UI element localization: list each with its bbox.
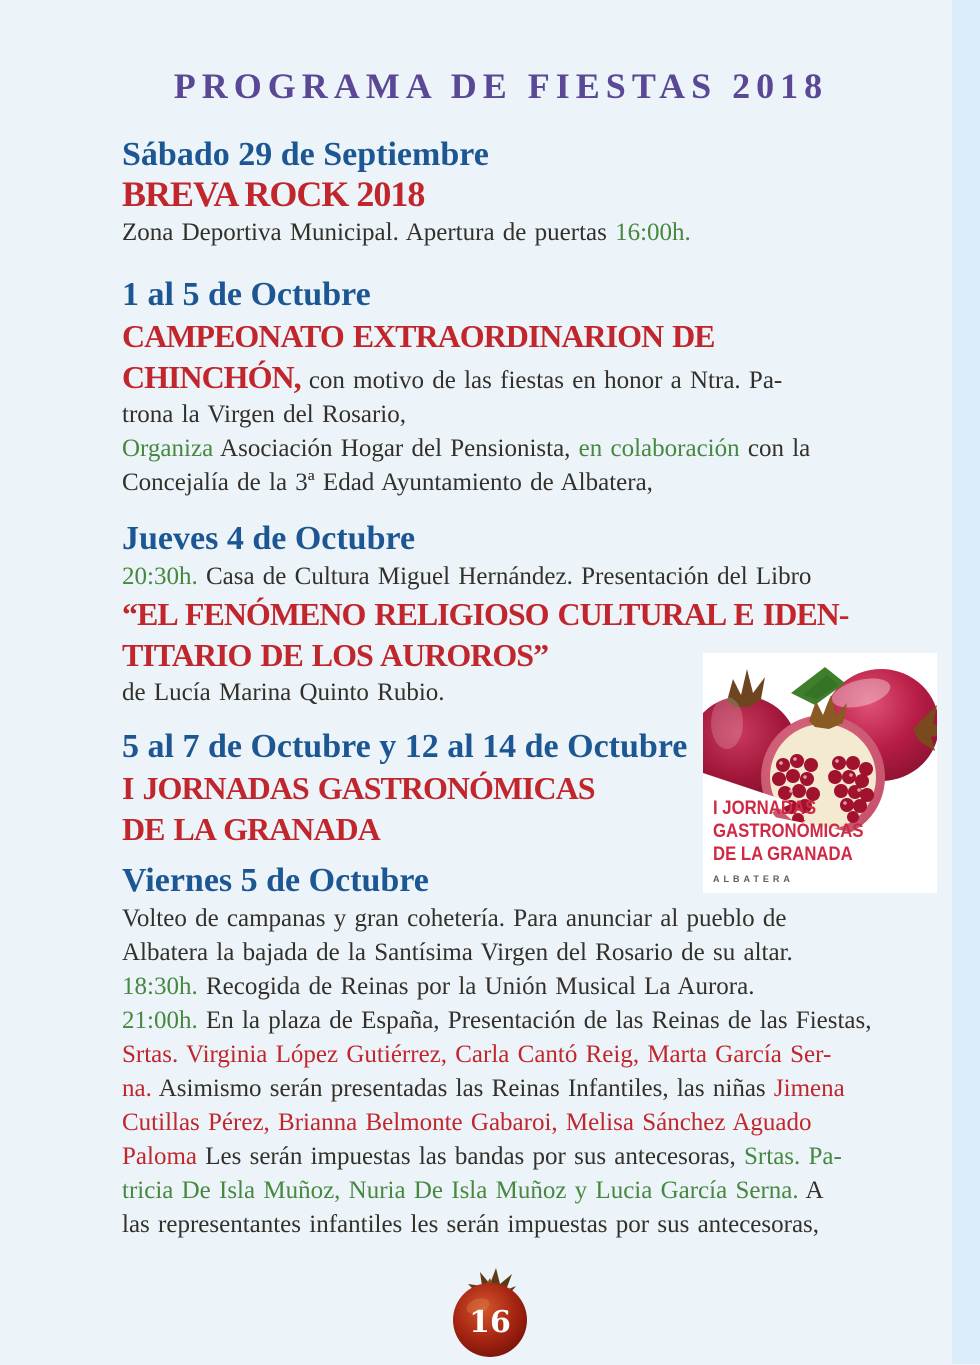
text-segment: “EL FENÓMENO RELIGIOSO CULTURAL E IDEN-	[122, 596, 849, 632]
text-segment: CAMPEONATO EXTRAORDINARION DE	[122, 318, 715, 354]
text-segment: Asociación Hogar del Pensionista,	[220, 435, 579, 462]
section-body	[122, 902, 912, 1242]
text-segment: Organiza	[122, 435, 221, 462]
text-line	[122, 1174, 912, 1208]
text-segment: trona la Virgen del Rosario,	[122, 401, 406, 428]
text-segment: Recogida de Reinas por la Unión Musical La Aurora.	[205, 973, 755, 1000]
text-segment: Les serán impuestas las bandas por sus antecesoras,	[205, 1143, 745, 1170]
text-segment: A	[805, 1177, 824, 1204]
date-heading: 5 al 7 de Octubre y 12 al 14 de Octubre	[122, 728, 688, 765]
text-segment: las representantes infantiles les serán impuestas por sus antecesoras,	[122, 1211, 820, 1238]
text-line	[122, 316, 912, 357]
poster-title-line: I JORNADAS	[713, 798, 817, 819]
text-segment: DE LA GRANADA	[122, 811, 380, 847]
text-line	[122, 1106, 912, 1140]
event-heading: BREVA ROCK 2018	[122, 174, 425, 214]
text-segment: Casa de Cultura Miguel Hernández. Presentación del Libro	[205, 563, 812, 590]
pomegranate-icon	[444, 1264, 536, 1360]
text-segment: en colaboración	[578, 435, 748, 462]
section-body	[122, 316, 912, 500]
text-segment: con la	[747, 435, 811, 462]
text-segment: I JORNADAS GASTRONÓMICAS	[122, 770, 595, 806]
text-segment: con motivo de las fiestas en honor a Ntra. Pa-	[300, 367, 783, 394]
text-line	[122, 902, 912, 936]
text-segment: Srtas. Pa-	[744, 1143, 842, 1170]
text-segment: CHINCHÓN,	[122, 359, 301, 395]
text-segment: Zona Deportiva Municipal. Apertura de puertas	[122, 219, 616, 246]
poster-subtitle: ALBATERA	[713, 874, 794, 884]
text-segment: Cutillas Pérez, Brianna Belmonte Gabaroi, Melisa Sánchez Aguado	[122, 1109, 812, 1136]
text-segment: tricia De Isla Muñoz, Nuria De Isla Muñoz y Lucia García Serna.	[122, 1177, 806, 1204]
text-segment: Concejalía de la 3ª Edad Ayuntamiento de Albatera,	[122, 469, 653, 496]
text-line	[122, 970, 912, 1004]
section-1-al-5-octubre	[122, 276, 912, 500]
poster-title-line: DE LA GRANADA	[713, 844, 853, 865]
text-line	[122, 432, 912, 466]
page-footer	[444, 1264, 536, 1360]
text-segment: Paloma	[122, 1143, 206, 1170]
text-line	[122, 466, 912, 500]
text-line	[122, 1038, 912, 1072]
text-segment: Volteo de campanas y gran cohetería. Para anunciar al pueblo de	[122, 905, 787, 932]
poster-title-line: GASTRONÓMICAS	[713, 821, 864, 842]
text-segment: 20:30h.	[122, 563, 206, 590]
text-line	[122, 1140, 912, 1174]
text-segment: Jimena	[773, 1075, 845, 1102]
text-segment: Asimismo serán presentadas las Reinas Infantiles, las niñas	[158, 1075, 774, 1102]
date-heading: Viernes 5 de Octubre	[122, 862, 429, 899]
page-edge-shade	[952, 0, 980, 1364]
date-heading: 1 al 5 de Octubre	[122, 276, 371, 313]
text-segment: TITARIO DE LOS AUROROS”	[122, 637, 549, 673]
text-segment: de Lucía Marina Quinto Rubio.	[122, 679, 445, 706]
text-line	[122, 216, 912, 250]
text-line	[122, 357, 912, 398]
text-line	[122, 560, 912, 594]
text-line	[122, 1004, 912, 1038]
text-segment: na.	[122, 1075, 159, 1102]
text-line	[122, 594, 912, 635]
text-segment: Albatera la bajada de la Santísima Virgen del Rosario de su altar.	[122, 939, 793, 966]
text-segment: 16:00h.	[615, 219, 691, 246]
section-sabado-29-septiembre	[122, 136, 912, 250]
text-segment: En la plaza de España, Presentación de las Reinas de las Fiestas,	[205, 1007, 872, 1034]
text-line	[122, 1072, 912, 1106]
text-segment: Srtas. Virginia López Gutiérrez, Carla Cantó Reig, Marta García Ser-	[122, 1041, 832, 1068]
date-heading: Jueves 4 de Octubre	[122, 520, 416, 557]
poster-image	[703, 653, 937, 893]
text-line	[122, 936, 912, 970]
section-body	[122, 216, 912, 250]
page-number: 16	[469, 1305, 511, 1340]
date-heading: Sábado 29 de Septiembre	[122, 136, 489, 173]
text-segment: 18:30h.	[122, 973, 206, 1000]
text-line	[122, 1208, 912, 1242]
text-segment: 21:00h.	[122, 1007, 206, 1034]
page-title: PROGRAMA DE FIESTAS 2018	[173, 66, 829, 106]
text-line	[122, 398, 912, 432]
section-viernes-5-octubre	[122, 862, 912, 1242]
